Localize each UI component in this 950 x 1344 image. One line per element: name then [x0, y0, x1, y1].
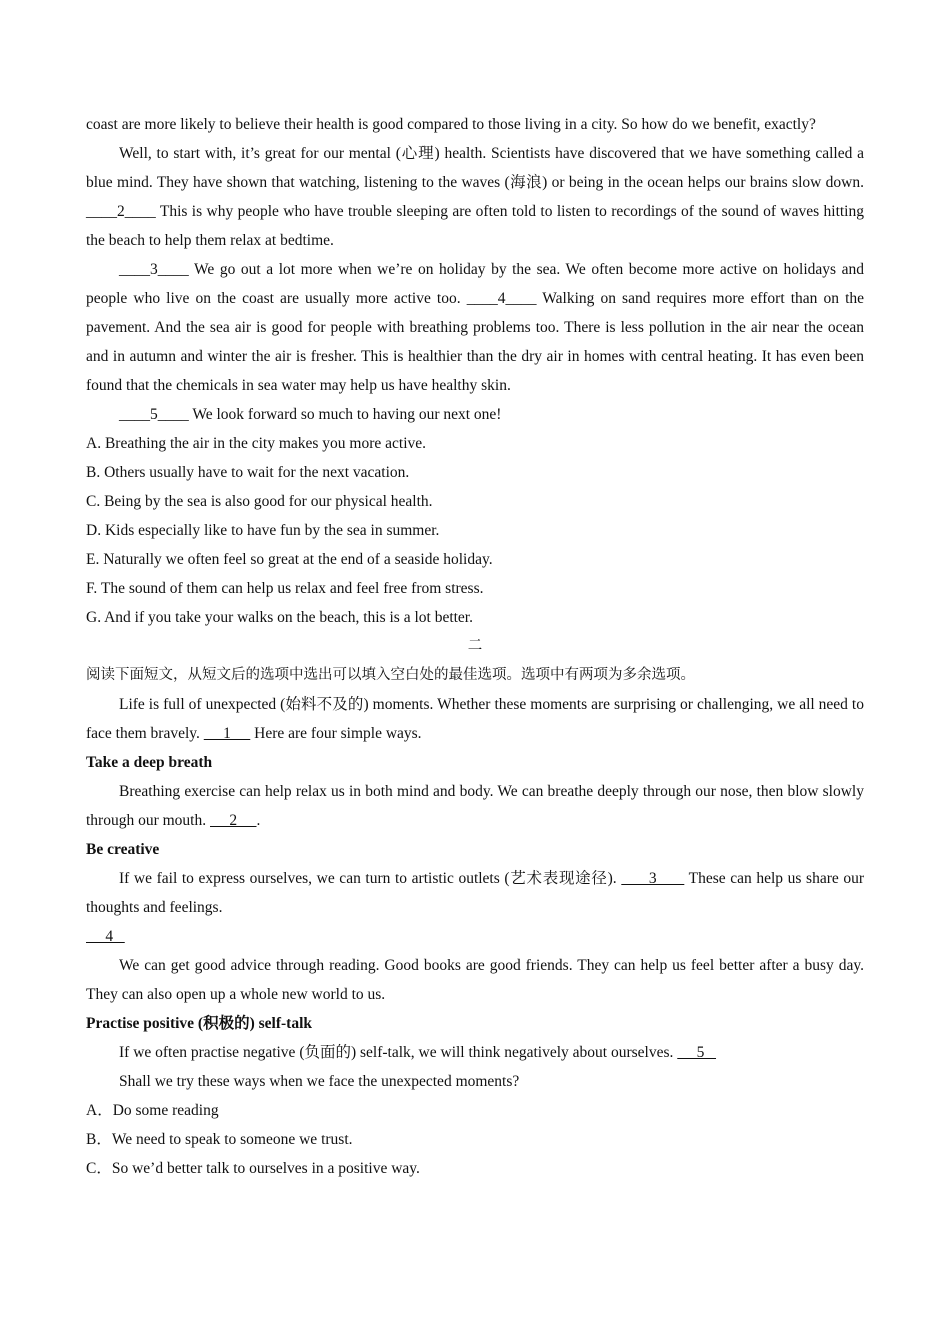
paragraph-next-one — [86, 400, 864, 429]
paragraph-text: If we fail to express ourselves, we can turn to artistic outlets (艺术表现途径). — [119, 870, 622, 887]
paragraph-intro — [86, 690, 864, 748]
paragraph-reading: We can get good advice through reading. Good books are good friends. They can help us feel better after a busy day. They can also open up a whole new world to us. — [86, 957, 864, 1003]
heading-be-creative: Be creative — [86, 841, 160, 858]
option-a: A．Do some reading — [86, 1102, 219, 1119]
heading-self-talk: Practise positive (积极的) self-talk — [86, 1015, 312, 1032]
paragraph-text: Life is full of unexpected (始料不及的) moments. Whether these moments are surprising or challenging, we all need to face them bravely. — [86, 696, 864, 742]
paragraph-text: Walking on sand requires more effort than on the pavement. And the sea air is good for people with breathing problems too. There is less pollution in the air near the ocean and in autumn and winter the air is fresher. This is healthier than the dry air in homes with central heating. It has even been found that the chemicals in sea water may help us have healthy skin. — [86, 290, 865, 394]
paragraph-text: Breathing exercise can help relax us in both mind and body. We can breathe deeply through our nose, then blow slowly through our mouth. — [86, 783, 864, 829]
paragraph-self-talk — [86, 1038, 864, 1067]
heading-deep-breath: Take a deep breath — [86, 754, 213, 771]
paragraph-closing: Shall we try these ways when we face the unexpected moments? — [119, 1073, 520, 1090]
paragraph-text: If we often practise negative (负面的) self-talk, we will think negatively about ourselves. — [119, 1044, 678, 1061]
document-page — [86, 110, 864, 1183]
blank-3[interactable]: ____3____ — [119, 261, 189, 278]
paragraph-text: Well, to start with, it’s great for our mental (心理) health. Scientists have discovered that we have something called a blue mind. They have shown that watching, listening to the waves (海浪) or being in the ocean helps our brains slow down. — [86, 145, 864, 191]
blank-2[interactable]: 2 — [210, 812, 257, 829]
paragraph-creative — [86, 864, 864, 922]
blank-5[interactable]: ____5____ — [119, 406, 189, 423]
option-c: C．So we’d better talk to ourselves in a positive way. — [86, 1160, 420, 1177]
section-number: 二 — [467, 638, 483, 654]
paragraph-mental-health — [86, 139, 864, 255]
option-d: D. Kids especially like to have fun by the sea in summer. — [86, 522, 440, 539]
option-g: G. And if you take your walks on the beach, this is a lot better. — [86, 609, 473, 626]
paragraph-text: This is why people who have trouble sleeping are often told to listen to recordings of the sound of waves hitting the beach to help them relax at bedtime. — [86, 203, 864, 249]
blank-4[interactable]: 4 — [86, 928, 125, 945]
paragraph-text: We look forward so much to having our next one! — [188, 406, 502, 423]
blank-5[interactable]: 5 — [677, 1044, 717, 1061]
option-b: B．We need to speak to someone we trust. — [86, 1131, 353, 1148]
paragraph-text: . — [256, 812, 261, 829]
paragraph-text: These can help us share our thoughts and feelings. — [86, 870, 865, 916]
paragraph-coast: coast are more likely to believe their health is good compared to those living in a city. So how do we benefit, exactly? — [86, 116, 816, 133]
paragraph-active — [86, 255, 864, 400]
blank-2[interactable]: ____2____ — [86, 203, 156, 220]
option-c: C. Being by the sea is also good for our physical health. — [86, 493, 433, 510]
option-a: A. Breathing the air in the city makes you more active. — [86, 435, 427, 452]
section-instruction: 阅读下面短文，从短文后的选项中选出可以填入空白处的最佳选项。选项中有两项为多余选项。 — [86, 667, 695, 683]
blank-3[interactable]: 3 — [621, 870, 685, 887]
blank-1[interactable]: 1 — [203, 725, 251, 742]
option-e: E. Naturally we often feel so great at the end of a seaside holiday. — [86, 551, 493, 568]
paragraph-breathing — [86, 777, 864, 835]
paragraph-text: We go out a lot more when we’re on holiday by the sea. We often become more active on holidays and people who live on the coast are usually more active too. — [86, 261, 864, 307]
paragraph-text: Here are four simple ways. — [250, 725, 422, 742]
option-b: B. Others usually have to wait for the next vacation. — [86, 464, 410, 481]
blank-4[interactable]: ____4____ — [466, 290, 537, 307]
heading-blank-4 — [86, 922, 864, 951]
option-f: F. The sound of them can help us relax and feel free from stress. — [86, 580, 484, 597]
